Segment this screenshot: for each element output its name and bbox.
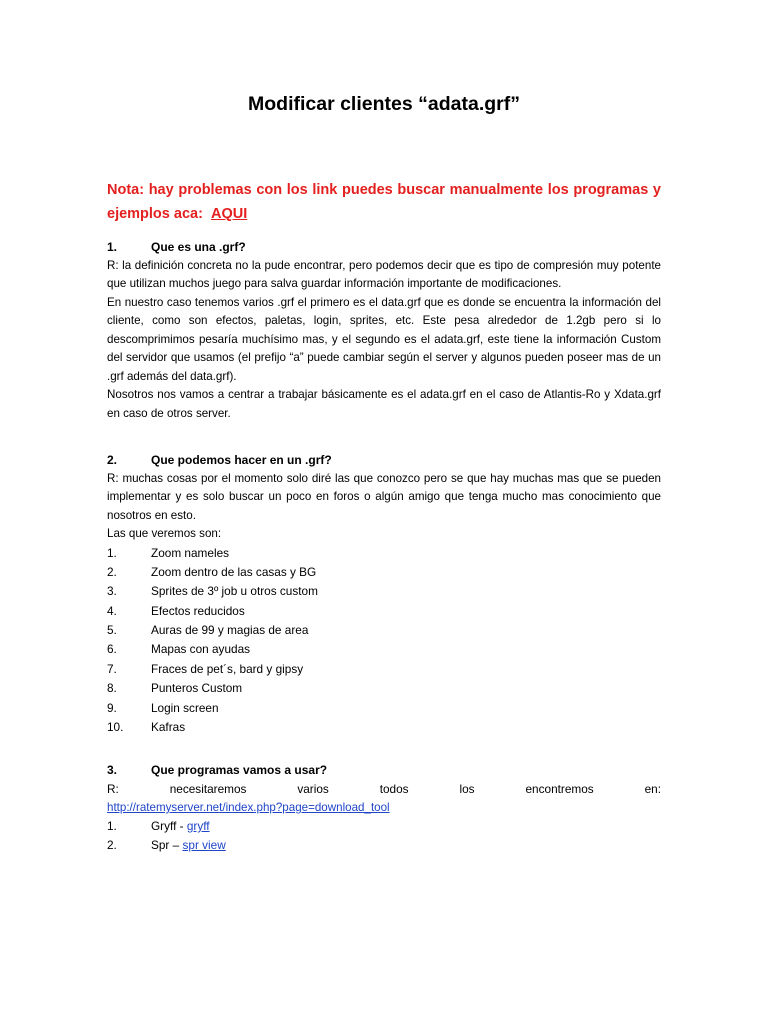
list-item xyxy=(107,621,661,640)
list-number: 2. xyxy=(107,838,117,853)
question-heading xyxy=(107,238,661,257)
list-item xyxy=(107,582,661,601)
aqui-link[interactable]: AQUI xyxy=(210,206,248,222)
note-paragraph xyxy=(107,178,661,226)
document-title: Modificar clientes “adata.grf” xyxy=(248,93,520,115)
list-text: Fraces de pet´s, bard y gipsy xyxy=(151,661,304,676)
list-number: 1. xyxy=(107,819,117,833)
section-2 xyxy=(107,451,661,737)
list-intro: Las que veremos son: xyxy=(107,527,222,540)
list-text: Kafras xyxy=(151,720,186,735)
answer-word: los xyxy=(459,781,475,796)
list-item xyxy=(107,544,661,563)
list-number: 10. xyxy=(107,720,124,735)
list-text: Mapas con ayudas xyxy=(151,642,251,657)
section-1 xyxy=(107,238,661,423)
spr-view-link[interactable]: spr view xyxy=(182,838,226,853)
section-3 xyxy=(107,761,661,856)
answer-word: todos xyxy=(379,781,409,796)
list-number: 5. xyxy=(107,623,117,638)
question-text: Que es una .grf? xyxy=(151,240,246,254)
list-item xyxy=(107,563,661,582)
answer-word: encontremos xyxy=(525,781,594,796)
answer-word: necesitaremos xyxy=(169,781,247,796)
answer-paragraph: R: la definición concreta no la pude encontrar, pero podemos decir que es tipo de compresión muy potente que utilizan muchos juego para salva guardar información importante de modificaciones. xyxy=(107,258,661,290)
gryff-link[interactable]: gryff xyxy=(186,819,210,833)
list-number: 2. xyxy=(107,564,117,579)
list-number: 8. xyxy=(107,681,117,696)
answer-paragraph: Nosotros nos vamos a centrar a trabajar básicamente es el adata.grf en el caso de Atlantis-Ro y Xdata.grf en caso de otros server. xyxy=(107,388,661,420)
answer-word: R: xyxy=(107,781,119,796)
question-heading xyxy=(107,451,661,470)
list-item xyxy=(107,602,661,621)
note-text: Nota: hay problemas con los link puedes buscar manualmente los programas y ejemplos aca: xyxy=(107,182,661,222)
answer-line xyxy=(107,780,661,799)
list-number: 4. xyxy=(107,603,117,618)
list-number: 7. xyxy=(107,661,117,676)
question-number: 1. xyxy=(107,240,118,254)
separator: - xyxy=(176,819,187,833)
answer-paragraph: En nuestro caso tenemos varios .grf el primero es el data.grf que es donde se encuentra la información del cliente, como son efectos, paletas, login, sprites, etc. Este pesa alrededor de 1.2gb pero si lo descomprimimos pesaría muchísimo mas, y el segundo es el adata.grf, este tiene la información Custom del servidor que usamos (el prefijo “a” puede cambiar según el server y algunos pueden poseer mas de un .grf además del data.grf). xyxy=(107,295,661,383)
list-number: 3. xyxy=(107,584,117,599)
list-item xyxy=(107,679,661,698)
list-text: Auras de 99 y magias de area xyxy=(151,623,309,638)
program-name: Gryff xyxy=(151,819,177,833)
question-number: 2. xyxy=(107,453,118,467)
list-number: 6. xyxy=(107,642,117,657)
list-text: Sprites de 3º job u otros custom xyxy=(151,584,318,599)
program-name: Spr xyxy=(151,838,170,853)
answer-word: varios xyxy=(297,781,329,796)
answer-paragraph: R: muchas cosas por el momento solo diré las que conozco pero se que hay muchas mas que se pueden implementar y es solo buscar un poco en foros o algún amigo que tenga mucho mas conocimiento que nosotros en esto. xyxy=(107,471,661,522)
list-text: Zoom nameles xyxy=(151,545,230,560)
list-item xyxy=(107,817,661,836)
list-number: 9. xyxy=(107,700,117,715)
list-text: Efectos reducidos xyxy=(151,603,245,618)
question-text: Que programas vamos a usar? xyxy=(151,763,328,777)
list-text: Zoom dentro de las casas y BG xyxy=(151,564,317,579)
list-number: 1. xyxy=(107,545,117,560)
list-item xyxy=(107,718,661,737)
download-tool-link[interactable]: http://ratemyserver.net/index.php?page=download_tool xyxy=(107,801,390,814)
list-item xyxy=(107,660,661,679)
question-heading xyxy=(107,761,661,780)
answer-word: en: xyxy=(644,781,661,796)
list-text: Login screen xyxy=(151,700,219,715)
list-item xyxy=(107,836,661,855)
list-text: Punteros Custom xyxy=(151,681,243,696)
separator: – xyxy=(169,838,183,853)
feature-list xyxy=(107,544,661,738)
list-item xyxy=(107,699,661,718)
question-number: 3. xyxy=(107,763,118,777)
list-item xyxy=(107,640,661,659)
url-line xyxy=(107,798,661,817)
question-text: Que podemos hacer en un .grf? xyxy=(151,453,332,467)
